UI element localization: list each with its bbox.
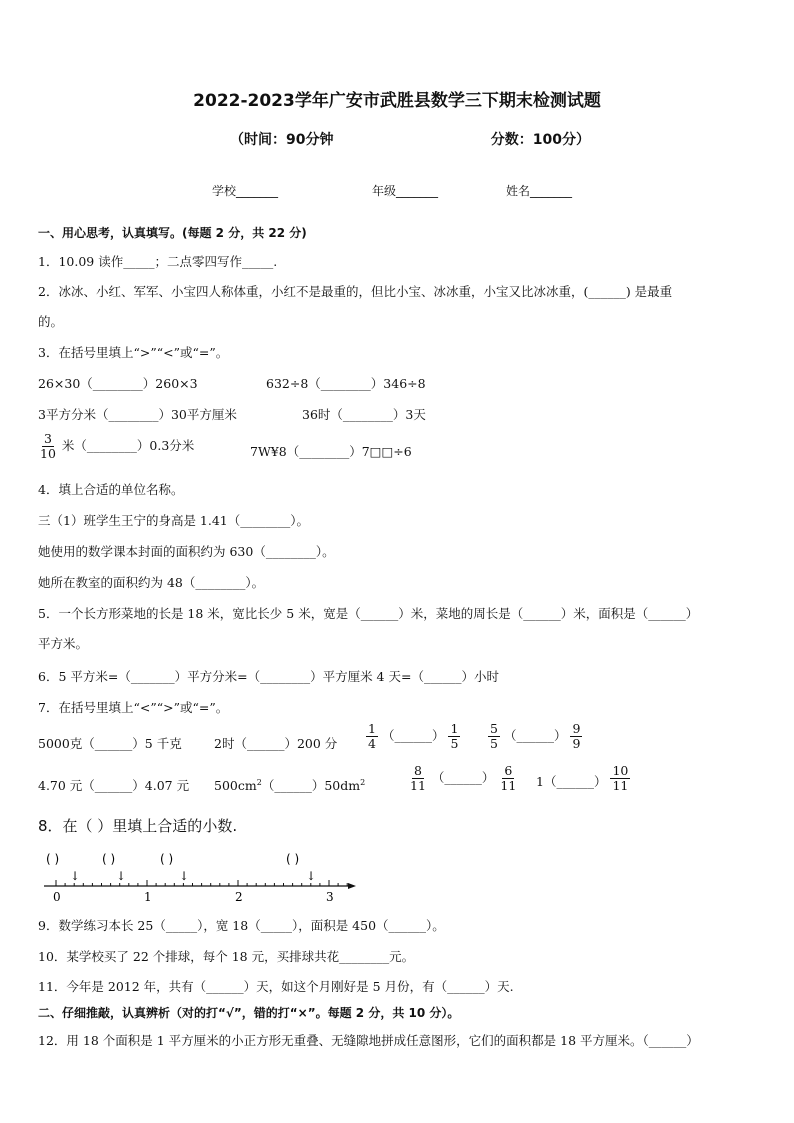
fraction-compare — [404, 764, 522, 793]
tick-label: 1 — [144, 890, 152, 904]
page-title: 2022-2023学年广安市武胜县数学三下期末检测试题 — [193, 91, 601, 111]
question-2: 2．冰冰、小红、军军、小宝四人称体重，小红不是最重的，但比小宝、冰冰重，小宝又比冰冰重，(______) 是最重 — [38, 284, 673, 299]
fraction-numerator: 1 — [450, 721, 459, 736]
compare-item: 26×30（________）260×3 — [38, 376, 198, 391]
area-unit-dm: （______）50dm — [261, 778, 361, 793]
question-5-cont: 平方米。 — [38, 636, 89, 651]
answer-blank[interactable]: （______） — [381, 727, 445, 743]
superscript: 2 — [360, 777, 366, 787]
compare-item — [38, 432, 194, 461]
fraction-compare — [536, 764, 634, 793]
answer-blank[interactable]: （______） — [431, 769, 495, 785]
section-1-heading: 一、用心思考，认真填写。(每题 2 分，共 22 分) — [38, 226, 307, 240]
fraction-denominator: 11 — [612, 777, 629, 793]
tick-label: 2 — [235, 890, 243, 904]
tick-label: 0 — [53, 890, 61, 904]
question-6: 6．5 平方米=（_______）平方分米=（________）平方厘米 4 天=（______）小时 — [38, 669, 499, 684]
fraction-denominator: 5 — [450, 735, 459, 751]
section-2-heading: 二、仔细推敲，认真辨析（对的打“√”，错的打“×”。每题 2 分，共 10 分）。 — [38, 1006, 460, 1020]
name-field[interactable]: 姓名_______ — [506, 184, 573, 198]
exam-meta — [230, 129, 590, 149]
fraction-numerator: 10 — [612, 763, 629, 778]
question-8: 8．在（ ）里填上合适的小数. — [38, 817, 238, 835]
compare-item: 4.70 元（______）4.07 元 — [38, 778, 190, 793]
axis-arrowhead — [348, 883, 356, 889]
fraction-numerator: 1 — [368, 721, 376, 736]
compare-item: 5000克（______）5 千克 — [38, 736, 182, 751]
compare-item: 36时（________）3天 — [302, 407, 426, 422]
fraction-numerator: 8 — [413, 763, 422, 778]
grade-field[interactable]: 年级_______ — [372, 184, 439, 198]
question-2-cont: 的。 — [38, 314, 64, 329]
tick-group — [56, 880, 347, 886]
fraction-numerator: 6 — [504, 763, 513, 778]
fraction-denominator: 5 — [490, 735, 498, 751]
area-unit-cm: 500cm — [214, 778, 257, 793]
fraction-numerator: 3 — [43, 431, 52, 446]
fraction-denominator: 10 — [40, 445, 56, 461]
question-4a: 三（1）班学生王宁的身高是 1.41（________）。 — [38, 513, 310, 528]
fraction-denominator: 11 — [500, 777, 517, 793]
question-10: 10．某学校买了 22 个排球，每个 18 元，买排球共花________元。 — [38, 949, 415, 964]
compare-item: 3平方分米（________）30平方厘米 — [38, 407, 237, 422]
fraction-compare — [484, 722, 586, 751]
question-7: 7．在括号里填上“<”“>”或“=”。 — [38, 700, 229, 715]
number-line — [36, 848, 366, 904]
fraction-denominator: 11 — [410, 777, 426, 793]
fraction-denominator: 9 — [572, 735, 581, 751]
superscript: 2 — [256, 777, 262, 787]
arrow-down-icon: ↓ — [116, 869, 127, 883]
answer-paren[interactable]: ( ) — [160, 852, 174, 866]
fraction-numerator: 9 — [572, 721, 581, 736]
compare-item-text: 米（________）0.3分米 — [61, 437, 195, 453]
answer-blank[interactable]: 1（______） — [536, 773, 607, 789]
question-4: 4．填上合适的单位名称。 — [38, 482, 184, 497]
compare-item: 2时（______）200 分 — [214, 736, 338, 751]
answer-blank[interactable]: （______） — [503, 727, 567, 743]
question-3: 3．在括号里填上“>”“<”或“=”。 — [38, 345, 229, 360]
answer-paren[interactable]: ( ) — [46, 852, 60, 866]
question-12: 12．用 18 个面积是 1 平方厘米的小正方形无重叠、无缝隙地拼成任意图形，它们的面积都是 18 平方厘米。（______） — [38, 1033, 699, 1048]
question-5: 5．一个长方形菜地的长是 18 米，宽比长少 5 米，宽是（______）米，菜地的周长是（______）米，面积是（______） — [38, 606, 699, 621]
question-9: 9．数学练习本长 25（_____），宽 18（_____），面积是 450（______）。 — [38, 918, 445, 933]
exam-score: 分数：100分） — [490, 132, 590, 148]
fraction-numerator: 5 — [490, 721, 498, 736]
compare-item: 632÷8（________）346÷8 — [266, 376, 426, 391]
fraction-denominator: 4 — [368, 735, 376, 751]
question-4b: 她使用的数学课本封面的面积约为 630（________）。 — [38, 544, 335, 559]
question-4c: 她所在教室的面积约为 48（________）。 — [38, 575, 265, 590]
compare-item — [214, 776, 365, 794]
school-field[interactable]: 学校_______ — [212, 184, 279, 198]
arrow-down-icon: ↓ — [306, 869, 317, 883]
question-1: 1．10.09 读作_____；二点零四写作_____. — [38, 254, 278, 269]
answer-paren[interactable]: ( ) — [286, 852, 300, 866]
tick-label: 3 — [326, 890, 334, 904]
question-11: 11．今年是 2012 年，共有（______）天，如这个月刚好是 5 月份，有（______）天. — [38, 979, 514, 994]
exam-time: （时间：90分钟 — [230, 132, 334, 148]
compare-item: 7W¥8（________）7□□÷6 — [250, 444, 412, 459]
answer-paren[interactable]: ( ) — [102, 852, 116, 866]
arrow-down-icon: ↓ — [70, 869, 81, 883]
arrow-down-icon: ↓ — [179, 869, 190, 883]
fraction-compare — [362, 722, 464, 751]
